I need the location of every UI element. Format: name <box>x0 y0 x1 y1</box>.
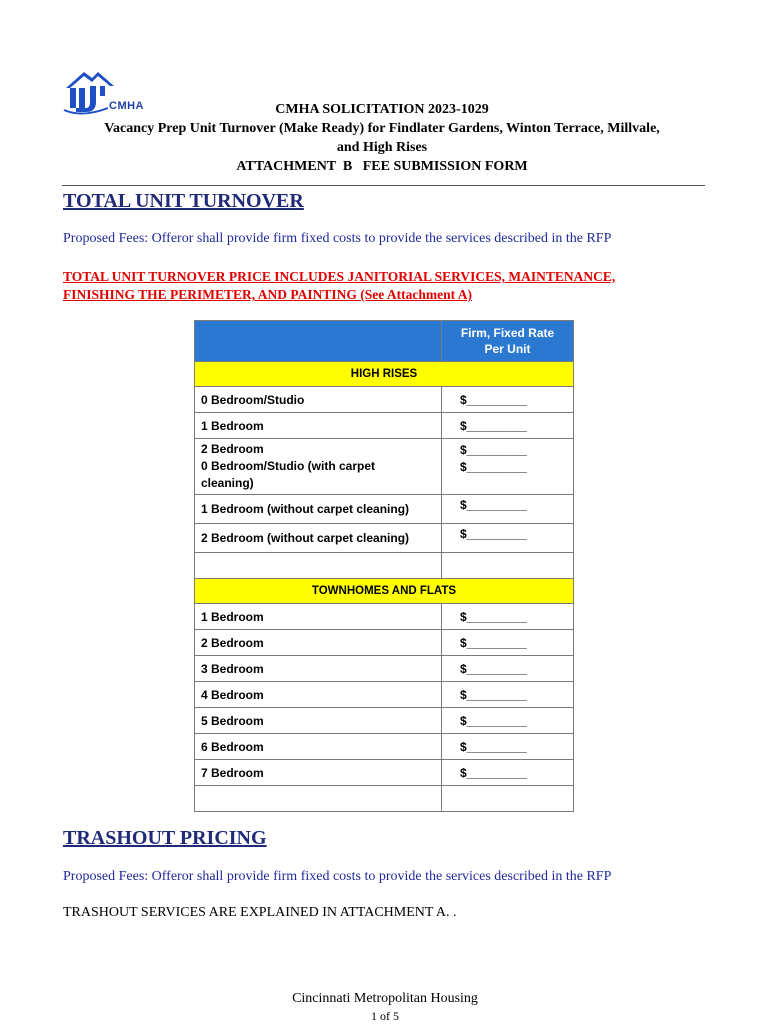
price-field[interactable]: $_________ <box>442 734 574 760</box>
price-field[interactable]: $_________ <box>442 760 574 786</box>
header-divider <box>62 185 705 186</box>
unit-type-label: 7 Bedroom <box>195 760 442 786</box>
table-row <box>195 760 574 786</box>
price-field[interactable]: $_________ <box>442 630 574 656</box>
price-field[interactable]: $_________ <box>442 524 574 553</box>
unit-type-label: 1 Bedroom <box>195 604 442 630</box>
rate-header-line2: Per Unit <box>484 342 531 356</box>
table-row <box>195 708 574 734</box>
logo-wordmark: CMHA <box>109 100 144 112</box>
price-field[interactable]: $_________ <box>442 656 574 682</box>
price-field[interactable]: $_________ <box>442 682 574 708</box>
price-field[interactable]: $_________ <box>442 708 574 734</box>
table-row <box>195 439 574 495</box>
unit-type-label: 4 Bedroom <box>195 682 442 708</box>
unit-type-line: 2 Bedroom <box>201 442 264 456</box>
table-row <box>195 734 574 760</box>
rate-header-line1: Firm, Fixed Rate <box>460 326 555 340</box>
solicitation-title-cont: and High Rises <box>336 140 428 155</box>
table-row <box>195 495 574 524</box>
price-field[interactable]: $_________ <box>460 443 527 457</box>
blank-cell <box>195 553 442 579</box>
blank-row <box>195 553 574 579</box>
price-field[interactable]: $_________ <box>442 495 574 524</box>
document-header <box>62 100 702 176</box>
section-row-high-rises <box>195 362 574 387</box>
unit-type-label: 0 Bedroom/Studio <box>195 387 442 413</box>
turnover-price-note <box>63 268 713 304</box>
unit-type-label: 3 Bedroom <box>195 656 442 682</box>
unit-type-line: cleaning) <box>201 476 254 490</box>
townhomes-title: TOWNHOMES AND FLATS <box>195 579 574 604</box>
section-title-unit-turnover: TOTAL UNIT TURNOVER <box>63 190 304 212</box>
price-field-group <box>442 439 574 495</box>
table-row <box>195 630 574 656</box>
high-rises-title: HIGH RISES <box>195 362 574 387</box>
attachment-title: ATTACHMENT B FEE SUBMISSION FORM <box>236 159 528 174</box>
unit-type-label: 1 Bedroom <box>195 413 442 439</box>
section-row-townhomes <box>195 579 574 604</box>
table-row <box>195 524 574 553</box>
unit-type-label <box>195 439 442 495</box>
trashout-note: TRASHOUT SERVICES ARE EXPLAINED IN ATTACHMENT A. . <box>63 905 457 920</box>
table-row <box>195 656 574 682</box>
blank-cell <box>442 553 574 579</box>
header-rate-cell <box>442 321 574 362</box>
price-field[interactable]: $_________ <box>442 387 574 413</box>
turnover-note-line1: TOTAL UNIT TURNOVER PRICE INCLUDES JANITORIAL SERVICES, MAINTENANCE, <box>63 269 616 284</box>
footer-org: Cincinnati Metropolitan Housing <box>292 991 478 1006</box>
solicitation-title: Vacancy Prep Unit Turnover (Make Ready) for Findlater Gardens, Winton Terrace, Millvale, <box>104 121 660 136</box>
page-number: 1 of 5 <box>371 1009 399 1023</box>
price-field[interactable]: $_________ <box>442 413 574 439</box>
table-row <box>195 413 574 439</box>
blank-cell <box>442 786 574 812</box>
unit-type-label: 2 Bedroom (without carpet cleaning) <box>195 524 442 553</box>
table-row <box>195 682 574 708</box>
unit-type-line: 0 Bedroom/Studio (with carpet <box>201 459 376 473</box>
header-empty-cell <box>195 321 442 362</box>
trashout-proposed-fees-text: Proposed Fees: Offeror shall provide firm fixed costs to provide the services described in the RFP <box>63 869 612 884</box>
table-row <box>195 387 574 413</box>
table-row <box>195 604 574 630</box>
unit-type-label: 5 Bedroom <box>195 708 442 734</box>
solicitation-number: CMHA SOLICITATION 2023-1029 <box>275 102 489 117</box>
price-field[interactable]: $_________ <box>460 460 527 474</box>
proposed-fees-text: Proposed Fees: Offeror shall provide firm fixed costs to provide the services described in the RFP <box>63 231 612 246</box>
blank-cell <box>195 786 442 812</box>
blank-row <box>195 786 574 812</box>
unit-type-label: 6 Bedroom <box>195 734 442 760</box>
unit-type-label: 2 Bedroom <box>195 630 442 656</box>
table-header-row <box>195 321 574 362</box>
fee-table <box>194 320 574 812</box>
unit-type-label: 1 Bedroom (without carpet cleaning) <box>195 495 442 524</box>
section-title-trashout: TRASHOUT PRICING <box>63 827 267 849</box>
turnover-note-line2: FINISHING THE PERIMETER, AND PAINTING (See Attachment A) <box>63 287 473 302</box>
price-field[interactable]: $_________ <box>442 604 574 630</box>
